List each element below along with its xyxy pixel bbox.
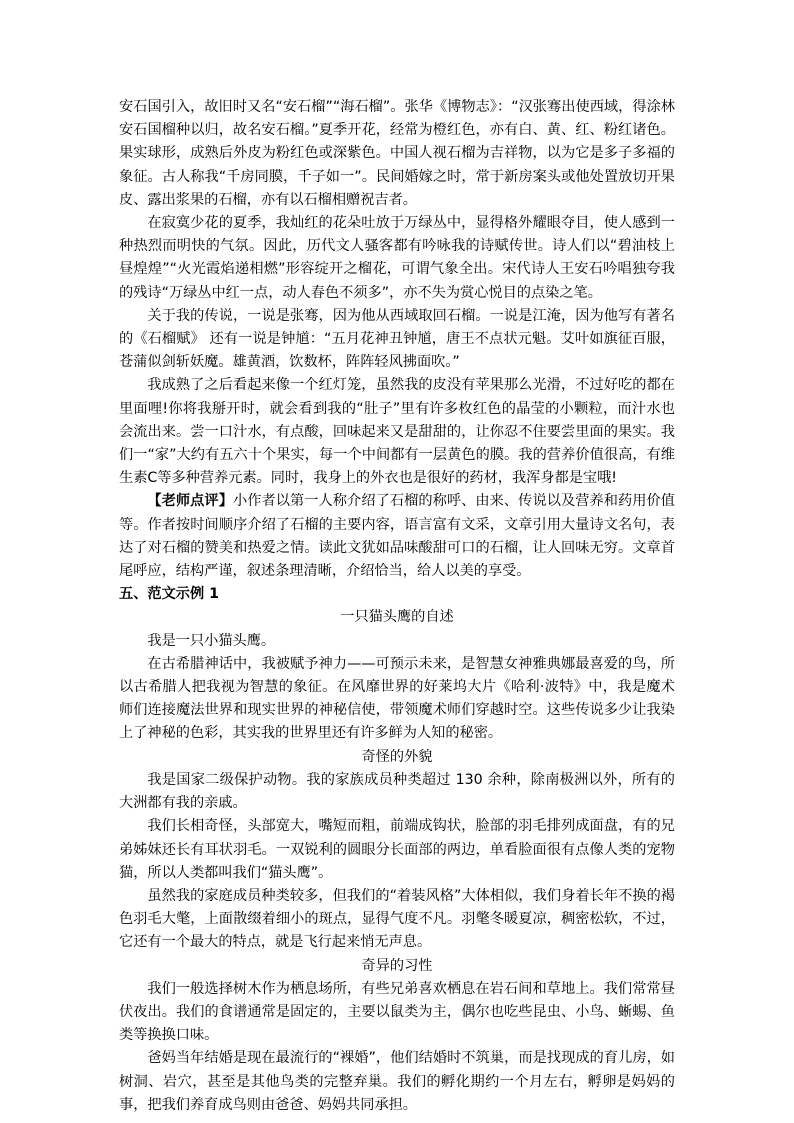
comment-tag: 【老师点评】 (147, 493, 233, 510)
essay-title: 一只猫头鹰的自述 (340, 609, 454, 626)
paragraph-legend: 关于我的传说，一说是张骞，因为他从西域取回石榴。一说是江淹，因为他写有著名的《石榴赋》 还有一说是钟馗：“五月花神丑钟馗，唐王不点状元魁。艾叶如旗征百服，苍蒲似剑斩妖魔。雄黄酒，饮数杯，阵阵轻风拂面吹。” (119, 307, 675, 371)
document-page (119, 96, 675, 1117)
habits-paragraph-2: 爸妈当年结婚是现在最流行的“裸婚”，他们结婚时不筑巢，而是找现成的育儿房，如树洞、岩穴，甚至是其他鸟类的完整弃巢。我们的孵化期约一个月左右，孵卵是妈妈的事，把我们养育成鸟则由爸爸、妈妈共同承担。 (119, 1050, 675, 1113)
appearance-paragraph-1: 我是国家二级保护动物。我的家族成员种类超过 130 余种，除南极洲以外，所有的大洲都有我的亲戚。 (119, 771, 675, 812)
subheading-appearance: 奇怪的外貌 (361, 748, 433, 765)
paragraph-summer-flower: 在寂寞少花的夏季，我灿红的花朵吐放于万绿丛中，显得格外耀眼夺目，使人感到一种热烈而明快的气氛。因此，历代文人骚客都有吟咏我的诗赋传世。诗人们以“碧油枝上昼煌煌”“火光霞焰递相燃”形容绽开之榴花，可谓气象全出。宋代诗人王安石吟唱独夸我的残诗“万绿丛中红一点，动人春色不须多”，亦不失为赏心悦目的点染之笔。 (119, 215, 675, 301)
appearance-paragraph-2: 我们长相奇怪，头部宽大，嘴短而粗，前端成钩状，脸部的羽毛排列成面盘，有的兄弟姊妹还长有耳状羽毛。一双锐利的圆眼分长面部的两边，单看脸面很有点像人类的宠物猫，所以人类都叫我们“猫头鹰”。 (119, 818, 675, 881)
section-heading: 五、范文示例 1 (119, 586, 219, 603)
teacher-comment (119, 490, 675, 583)
essay-intro-2: 在古希腊神话中，我被赋予神力——可预示未来，是智慧女神雅典娜最喜爱的鸟，所以古希腊人把我视为智慧的象征。在风靡世界的好莱坞大片《哈利·波特》中，我是魔术师们连接魔法世界和现实世界的神秘信使，带领魔术师们穿越时空。这些传说多少让我染上了神秘的色彩，其实我的世界里还有许多鲜为人知的秘密。 (119, 655, 675, 742)
paragraph-origin: 安石国引入，故旧时又名“安石榴”“海石榴”。张华《博物志》：“汉张骞出使西域，得涂林安石国榴种以归，故名安石榴。”夏季开花，经常为橙红色，亦有白、黄、红、粉红诸色。果实球形，成熟后外皮为粉红色或深紫色。中国人视石榴为吉祥物，以为它是多子多福的象征。古人称我“千房同膜，千子如一”。民间婚嫁之时，常于新房案头或他处置放切开果皮、露出浆果的石榴，亦有以石榴相赠祝吉者。 (119, 99, 675, 208)
comment-text: 小作者以第一人称介绍了石榴的称呼、由来、传说以及营养和药用价值等。作者按时间顺序介绍了石榴的主要内容，语言富有文采，文章引用大量诗文名句，表达了对石榴的赞美和热爱之情。读此文犹如品味酸甜可口的石榴，让人回味无穷。文章首尾呼应，结构严谨，叙述条理清晰，介绍恰当，给人以美的享受。 (119, 493, 675, 580)
essay-intro-1: 我是一只小猫头鹰。 (147, 632, 276, 649)
appearance-paragraph-3: 虽然我的家庭成员种类较多，但我们的“着装风格”大体相似，我们身着长年不换的褐色羽毛大氅，上面散缀着细小的斑点，显得气度不凡。羽氅冬暖夏凉，稠密松软，不过，它还有一个最大的特点，就是飞行起来悄无声息。 (119, 887, 675, 951)
paragraph-fruit: 我成熟了之后看起来像一个红灯笼，虽然我的皮没有苹果那么光滑，不过好吃的都在里面哩!你将我掰开时，就会看到我的“肚子”里有许多枚红色的晶莹的小颗粒，而汁水也会流出来。尝一口汁水，有点酸，回味起来又是甜甜的，让你忍不住要尝里面的果实。我们一“家”大约有五六十个果实，每一个中间都有一层黄色的膜。我的营养价值很高，有维生素C等多种营养元素。同时，我身上的外衣也是很好的药材，我浑身都是宝哦! (119, 377, 675, 487)
habits-paragraph-1: 我们一般选择树木作为栖息场所，有些兄弟喜欢栖息在岩石间和草地上。我们常常昼伏夜出。我们的食谱通常是固定的，主要以鼠类为主，偶尔也吃些昆虫、小鸟、蜥蜴、鱼类等换换口味。 (119, 980, 675, 1044)
subheading-habits: 奇异的习性 (361, 957, 433, 974)
